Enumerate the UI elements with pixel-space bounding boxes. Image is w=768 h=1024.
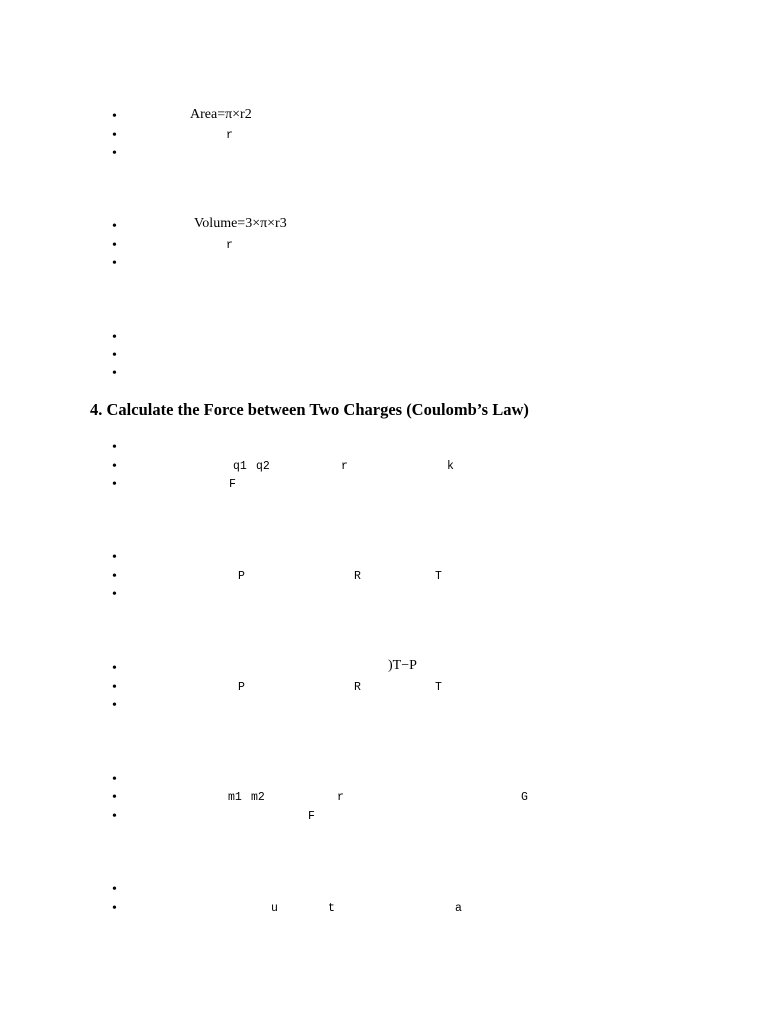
list-bullet	[112, 661, 120, 677]
variable-T: T	[435, 570, 442, 583]
variable-R: R	[354, 570, 361, 583]
variable-G: G	[521, 791, 528, 804]
list-bullet	[112, 146, 120, 162]
list-bullet	[112, 256, 120, 272]
variable-t: t	[328, 902, 335, 915]
variable-r: r	[341, 460, 348, 473]
list-bullet	[112, 219, 120, 235]
list-bullet	[112, 459, 120, 475]
variable-r: r	[337, 791, 344, 804]
formula-volume: Volume=3×π×r3	[194, 216, 287, 231]
list-bullet	[112, 550, 120, 566]
list-bullet	[112, 477, 120, 493]
formula-area: Area=π×r2	[190, 107, 252, 122]
list-bullet	[112, 901, 120, 917]
variable-P: P	[238, 681, 245, 694]
list-bullet	[112, 809, 120, 825]
list-bullet	[112, 587, 120, 603]
variable-q2: q2	[256, 460, 270, 473]
section-heading: 4. Calculate the Force between Two Charges (Coulomb’s Law)	[90, 400, 529, 419]
list-bullet	[112, 440, 120, 456]
list-bullet	[112, 569, 120, 585]
variable-P: P	[238, 570, 245, 583]
variable-F: F	[229, 478, 236, 491]
variable-r: r	[226, 239, 233, 252]
variable-u: u	[271, 902, 278, 915]
list-bullet	[112, 772, 120, 788]
list-bullet	[112, 330, 120, 346]
list-bullet	[112, 882, 120, 898]
variable-m2: m2	[251, 791, 265, 804]
formula-fragment: )T−P	[388, 658, 417, 673]
variable-a: a	[455, 902, 462, 915]
list-bullet	[112, 366, 120, 382]
variable-T: T	[435, 681, 442, 694]
list-bullet	[112, 109, 120, 125]
list-bullet	[112, 238, 120, 254]
variable-k: k	[447, 460, 454, 473]
variable-q1: q1	[233, 460, 247, 473]
variable-r: r	[226, 129, 233, 142]
list-bullet	[112, 698, 120, 714]
list-bullet	[112, 680, 120, 696]
list-bullet	[112, 790, 120, 806]
list-bullet	[112, 348, 120, 364]
variable-F: F	[308, 810, 315, 823]
list-bullet	[112, 128, 120, 144]
variable-R: R	[354, 681, 361, 694]
variable-m1: m1	[228, 791, 242, 804]
